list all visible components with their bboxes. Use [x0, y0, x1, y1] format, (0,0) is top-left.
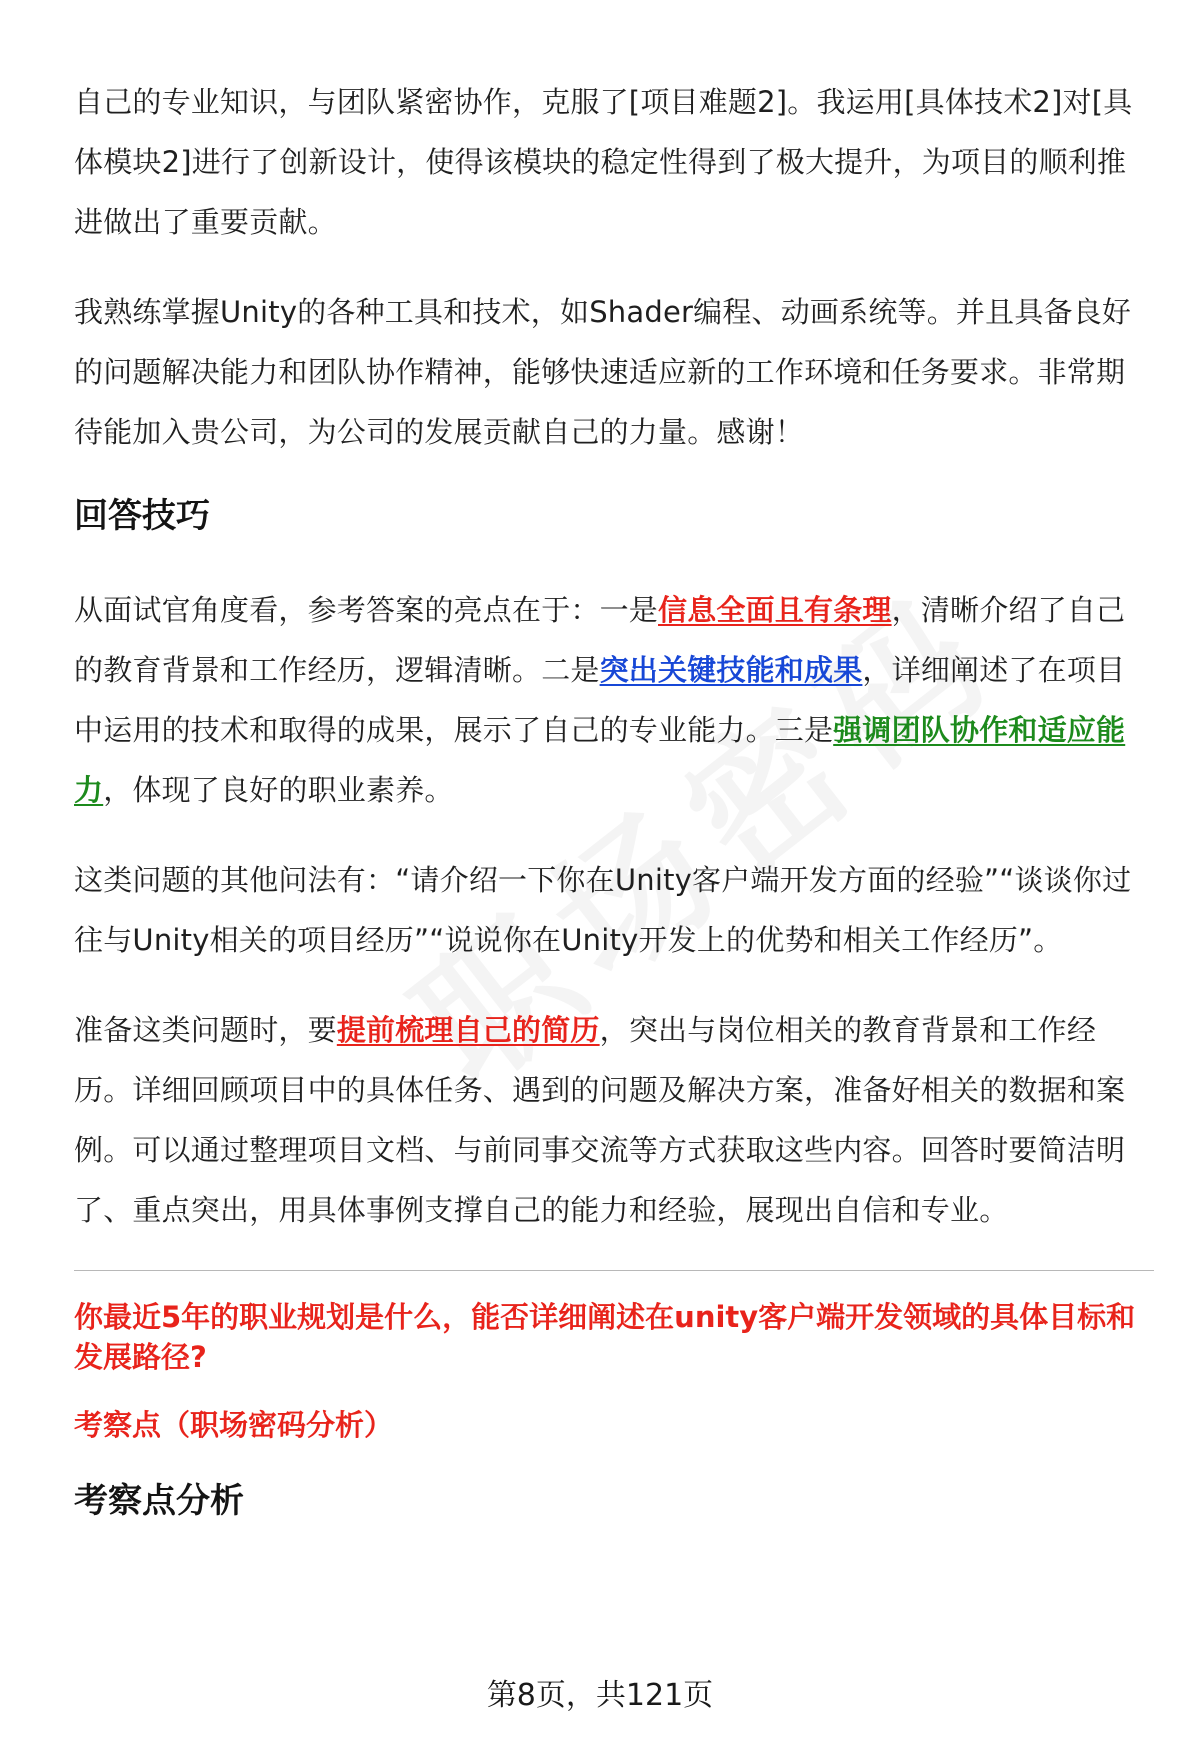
page-number-footer: 第8页，共121页 [486, 1678, 714, 1713]
analysis-heading: 考察点分析 [74, 1481, 244, 1521]
highlight-resume-review: 提前梳理自己的简历 [336, 1013, 600, 1047]
tips-p3-text-1: 准备这类问题时，要 [74, 1013, 337, 1047]
tips-p1-text-3: ，详细阐述了在项目中运用的技术和取得的成果，展示了自己的专业能力。三是 [74, 653, 1126, 747]
section-divider [74, 1270, 1154, 1271]
tips-p1-text-1: 从面试官角度看，参考答案的亮点在于：一是 [74, 593, 659, 627]
answer-paragraph-2: 我熟练掌握Unity的各种工具和技术，如Shader编程、动画系统等。并且具备良好的问题解决能力和团队协作精神，能够快速适应新的工作环境和任务要求。非常期待能加入贵公司，为公司的发展贡献自己的力量。感谢！ [74, 295, 1132, 449]
tips-paragraph-3 [74, 1000, 1154, 1240]
page-content [74, 72, 1154, 1565]
tips-p1-text-2: ，清晰介绍了自己的教育背景和工作经历，逻辑清晰。二是 [74, 593, 1126, 687]
highlight-teamwork: 强调团队协作和适应能力 [74, 713, 1126, 807]
highlight-key-skills: 突出关键技能和成果 [599, 653, 863, 687]
highlight-info-complete: 信息全面且有条理 [658, 593, 892, 627]
tips-p3-text-2: ，突出与岗位相关的教育背景和工作经历。详细回顾项目中的具体任务、遇到的问题及解决方案，准备好相关的数据和案例。可以通过整理项目文档、与前同事交流等方式获取这些内容。回答时要简洁明了、重点突出，用具体事例支撑自己的能力和经验，展现出自信和专业。 [74, 1013, 1126, 1227]
tips-p1-text-4: ，体现了良好的职业素养。 [103, 773, 454, 807]
next-question-title: 你最近5年的职业规划是什么，能否详细阐述在unity客户端开发领域的具体目标和发展路径? [74, 1300, 1136, 1374]
tips-heading: 回答技巧 [74, 496, 210, 536]
next-question-subhead: 考察点（职场密码分析） [74, 1408, 394, 1442]
answer-paragraph-1: 自己的专业知识，与团队紧密协作，克服了[项目难题2]。我运用[具体技术2]对[具体模块2]进行了创新设计，使得该模块的稳定性得到了极大提升，为项目的顺利推进做出了重要贡献。 [74, 85, 1133, 239]
tips-paragraph-1 [74, 580, 1154, 820]
tips-paragraph-2: 这类问题的其他问法有：“请介绍一下你在Unity客户端开发方面的经验”“谈谈你过往与Unity相关的项目经历”“说说你在Unity开发上的优势和相关工作经历”。 [74, 863, 1132, 957]
